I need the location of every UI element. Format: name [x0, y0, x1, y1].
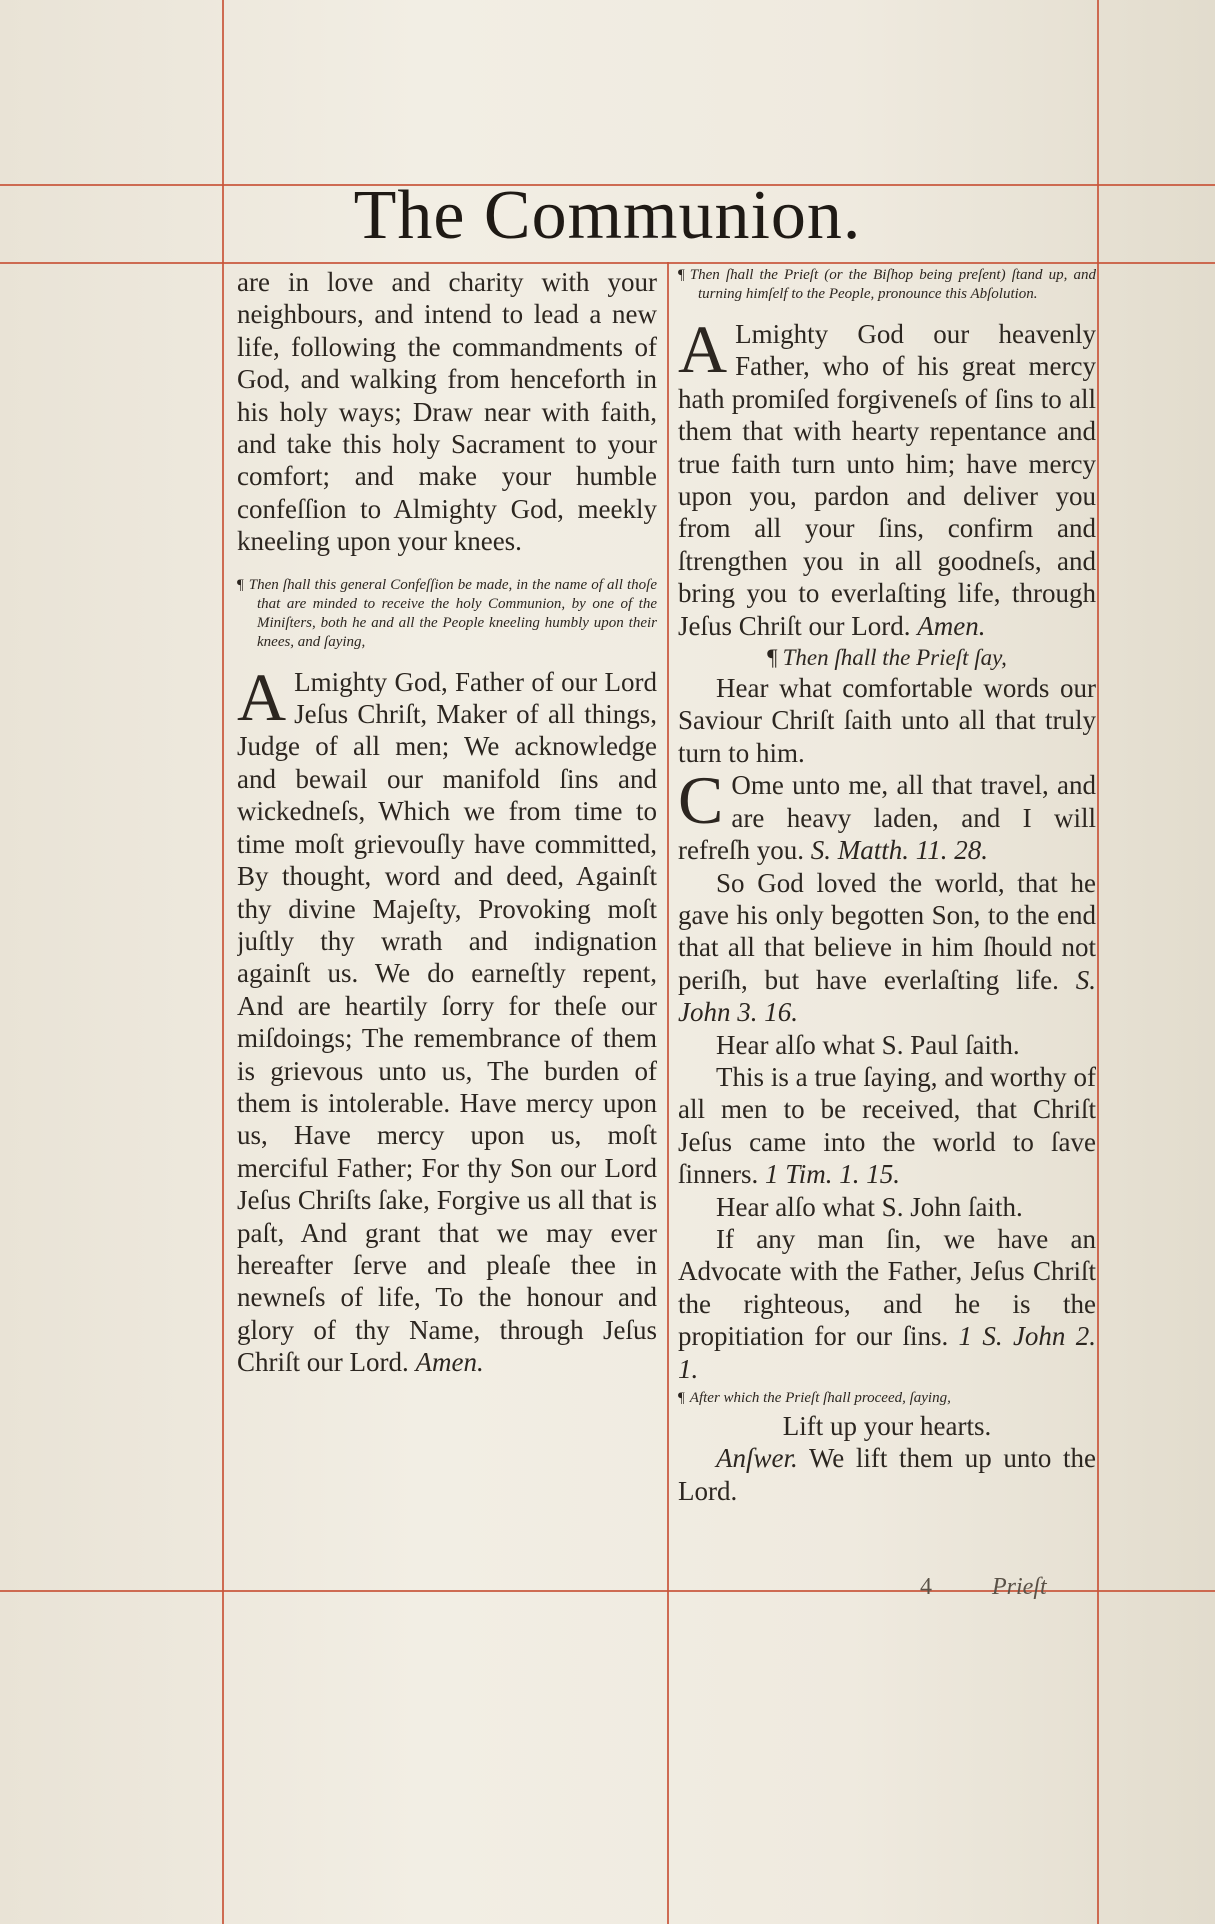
- john-reference: S. John 3. 16.: [678, 964, 1096, 1028]
- rule-title-bottom: [0, 262, 1215, 264]
- confession-text: Lmighty God, Father of our Lord Jeſus Chriſt, Maker of all things, Judge of all men; We acknowledge and bewail our manifold ſins and wickedneſs, Which we from time to time moſt grievouſly have committed, By thought, word and deed, Againſt thy divine Majeſty, Provoking moſt juſtly thy wrath and indignation againſt us. We do earneſtly repent, And are heartily ſorry for theſe our miſdoings; The remembrance of them is grievous unto us, The burden of them is intolerable. Have mercy upon us, Have mercy upon us, moſt merciful Father; For thy Son our Lord Jeſus Chriſts ſake, Forgive us all that is paſt, And grant that we may ever hereafter ſerve and pleaſe thee in newneſs of life, To the honour and glory of thy Name, through Jeſus Chriſt our Lord.: [237, 666, 657, 1378]
- first-john-sentence: [678, 1223, 1096, 1385]
- pilcrow-icon: ¶: [767, 645, 778, 671]
- rule-center: [667, 262, 669, 1924]
- come-drop-cap: C: [678, 762, 724, 839]
- pilcrow-icon: ¶: [237, 576, 244, 593]
- john-intro: Hear alſo what S. John ſaith.: [716, 1191, 1023, 1222]
- exhortation-text: are in love and charity with your neighbours, and intend to lead a new life, following the commandments of God, and walking from henceforth in his holy ways; Draw near with faith, and take this holy Sacrament to your comfort; and make your humble confeſſion to Almighty God, meekly kneeling upon your knees.: [237, 267, 657, 557]
- john-sentence: [678, 867, 1096, 1029]
- first-john-reference: 1 S. John 2. 1.: [678, 1321, 1096, 1384]
- absolution-rubric-text: Then ſhall the Prieſt (or the Biſhop being preſent) ſtand up, and turning himſelf to the People, pronounce this Abſolution.: [689, 267, 1096, 302]
- first-john-text: If any man ſin, we have an Advocate with the Father, Jeſus Chriſt the righteous, and he is the propitiation for our ſins.: [678, 1223, 1096, 1352]
- signature-mark: 4: [920, 1574, 932, 1600]
- general-confession: [237, 658, 657, 1379]
- absolution-drop-cap: A: [678, 311, 728, 387]
- john-text: So God loved the world, that he gave his only begotten Son, to the end that all that believe in him ſhould not periſh, but have everlaſting life.: [678, 867, 1096, 995]
- matthew-reference: S. Matth. 11. 28.: [810, 835, 988, 866]
- catchword: Prieſt: [992, 1574, 1047, 1600]
- rule-right-margin: [1097, 0, 1099, 1924]
- pilcrow-icon: ¶: [678, 267, 685, 283]
- matthew-text: Ome unto me, all that travel, and are heavy laden, and I will refreſh you.: [678, 770, 1096, 866]
- sursum-corda-rubric: [678, 1389, 1096, 1408]
- lift-up-hearts: Lift up your hearts.: [782, 1411, 992, 1441]
- absolution: [678, 311, 1096, 642]
- confession-amen: Amen.: [415, 1347, 484, 1378]
- paul-intro: Hear alſo what S. Paul ſaith.: [716, 1029, 1020, 1060]
- rule-left-margin: [222, 0, 224, 1924]
- answer: [678, 1442, 1096, 1507]
- answer-label: Anſwer.: [716, 1443, 798, 1474]
- absolution-text: Lmighty God our heavenly Father, who of his great mercy hath promiſed forgiveneſs of ſins to all them that with hearty repentance and true faith turn unto him; have mercy upon you, pardon and deliver you from all your ſins, confirm and ſtrengthen you in all goodneſs, and bring you to everlaſting life, through Jeſus Chriſt our Lord.: [678, 319, 1096, 641]
- confession-drop-cap: A: [237, 658, 287, 735]
- page-footer: [920, 1574, 1047, 1601]
- sursum-corda-rubric-text: After which the Prieſt ſhall proceed, ſaying,: [689, 1390, 951, 1406]
- page-title: The Communion.: [353, 177, 862, 254]
- absolution-rubric: [678, 266, 1096, 304]
- timothy-reference: 1 Tim. 1. 15.: [765, 1159, 901, 1190]
- right-column: [678, 266, 1096, 1579]
- absolution-amen: Amen.: [917, 610, 986, 641]
- left-column: [237, 266, 657, 1579]
- pilcrow-icon: ¶: [678, 1390, 685, 1406]
- priest-say-text: Then ſhall the Prieſt ſay,: [782, 645, 1007, 671]
- comfortable-words-intro: Hear what comfortable words our Saviour Chriſt ſaith unto all that truly turn to him.: [678, 673, 1096, 768]
- confession-rubric-text: Then ſhall this general Confeſſion be made, in the name of all thoſe that are minded to receive the holy Communion, by one of the Miniſters, both he and all the People kneeling humbly upon their knees, and ſaying,: [248, 576, 657, 650]
- matthew-sentence: [678, 762, 1096, 866]
- confession-rubric: [237, 576, 657, 652]
- timothy-sentence: [678, 1061, 1096, 1191]
- priest-say-rubric: [678, 644, 1096, 672]
- answer-text: We lift them up unto the Lord.: [678, 1443, 1096, 1506]
- timothy-text: This is a true ſaying, and worthy of all men to be received, that Chriſt Jeſus came into the world to ſave ſinners.: [678, 1061, 1096, 1190]
